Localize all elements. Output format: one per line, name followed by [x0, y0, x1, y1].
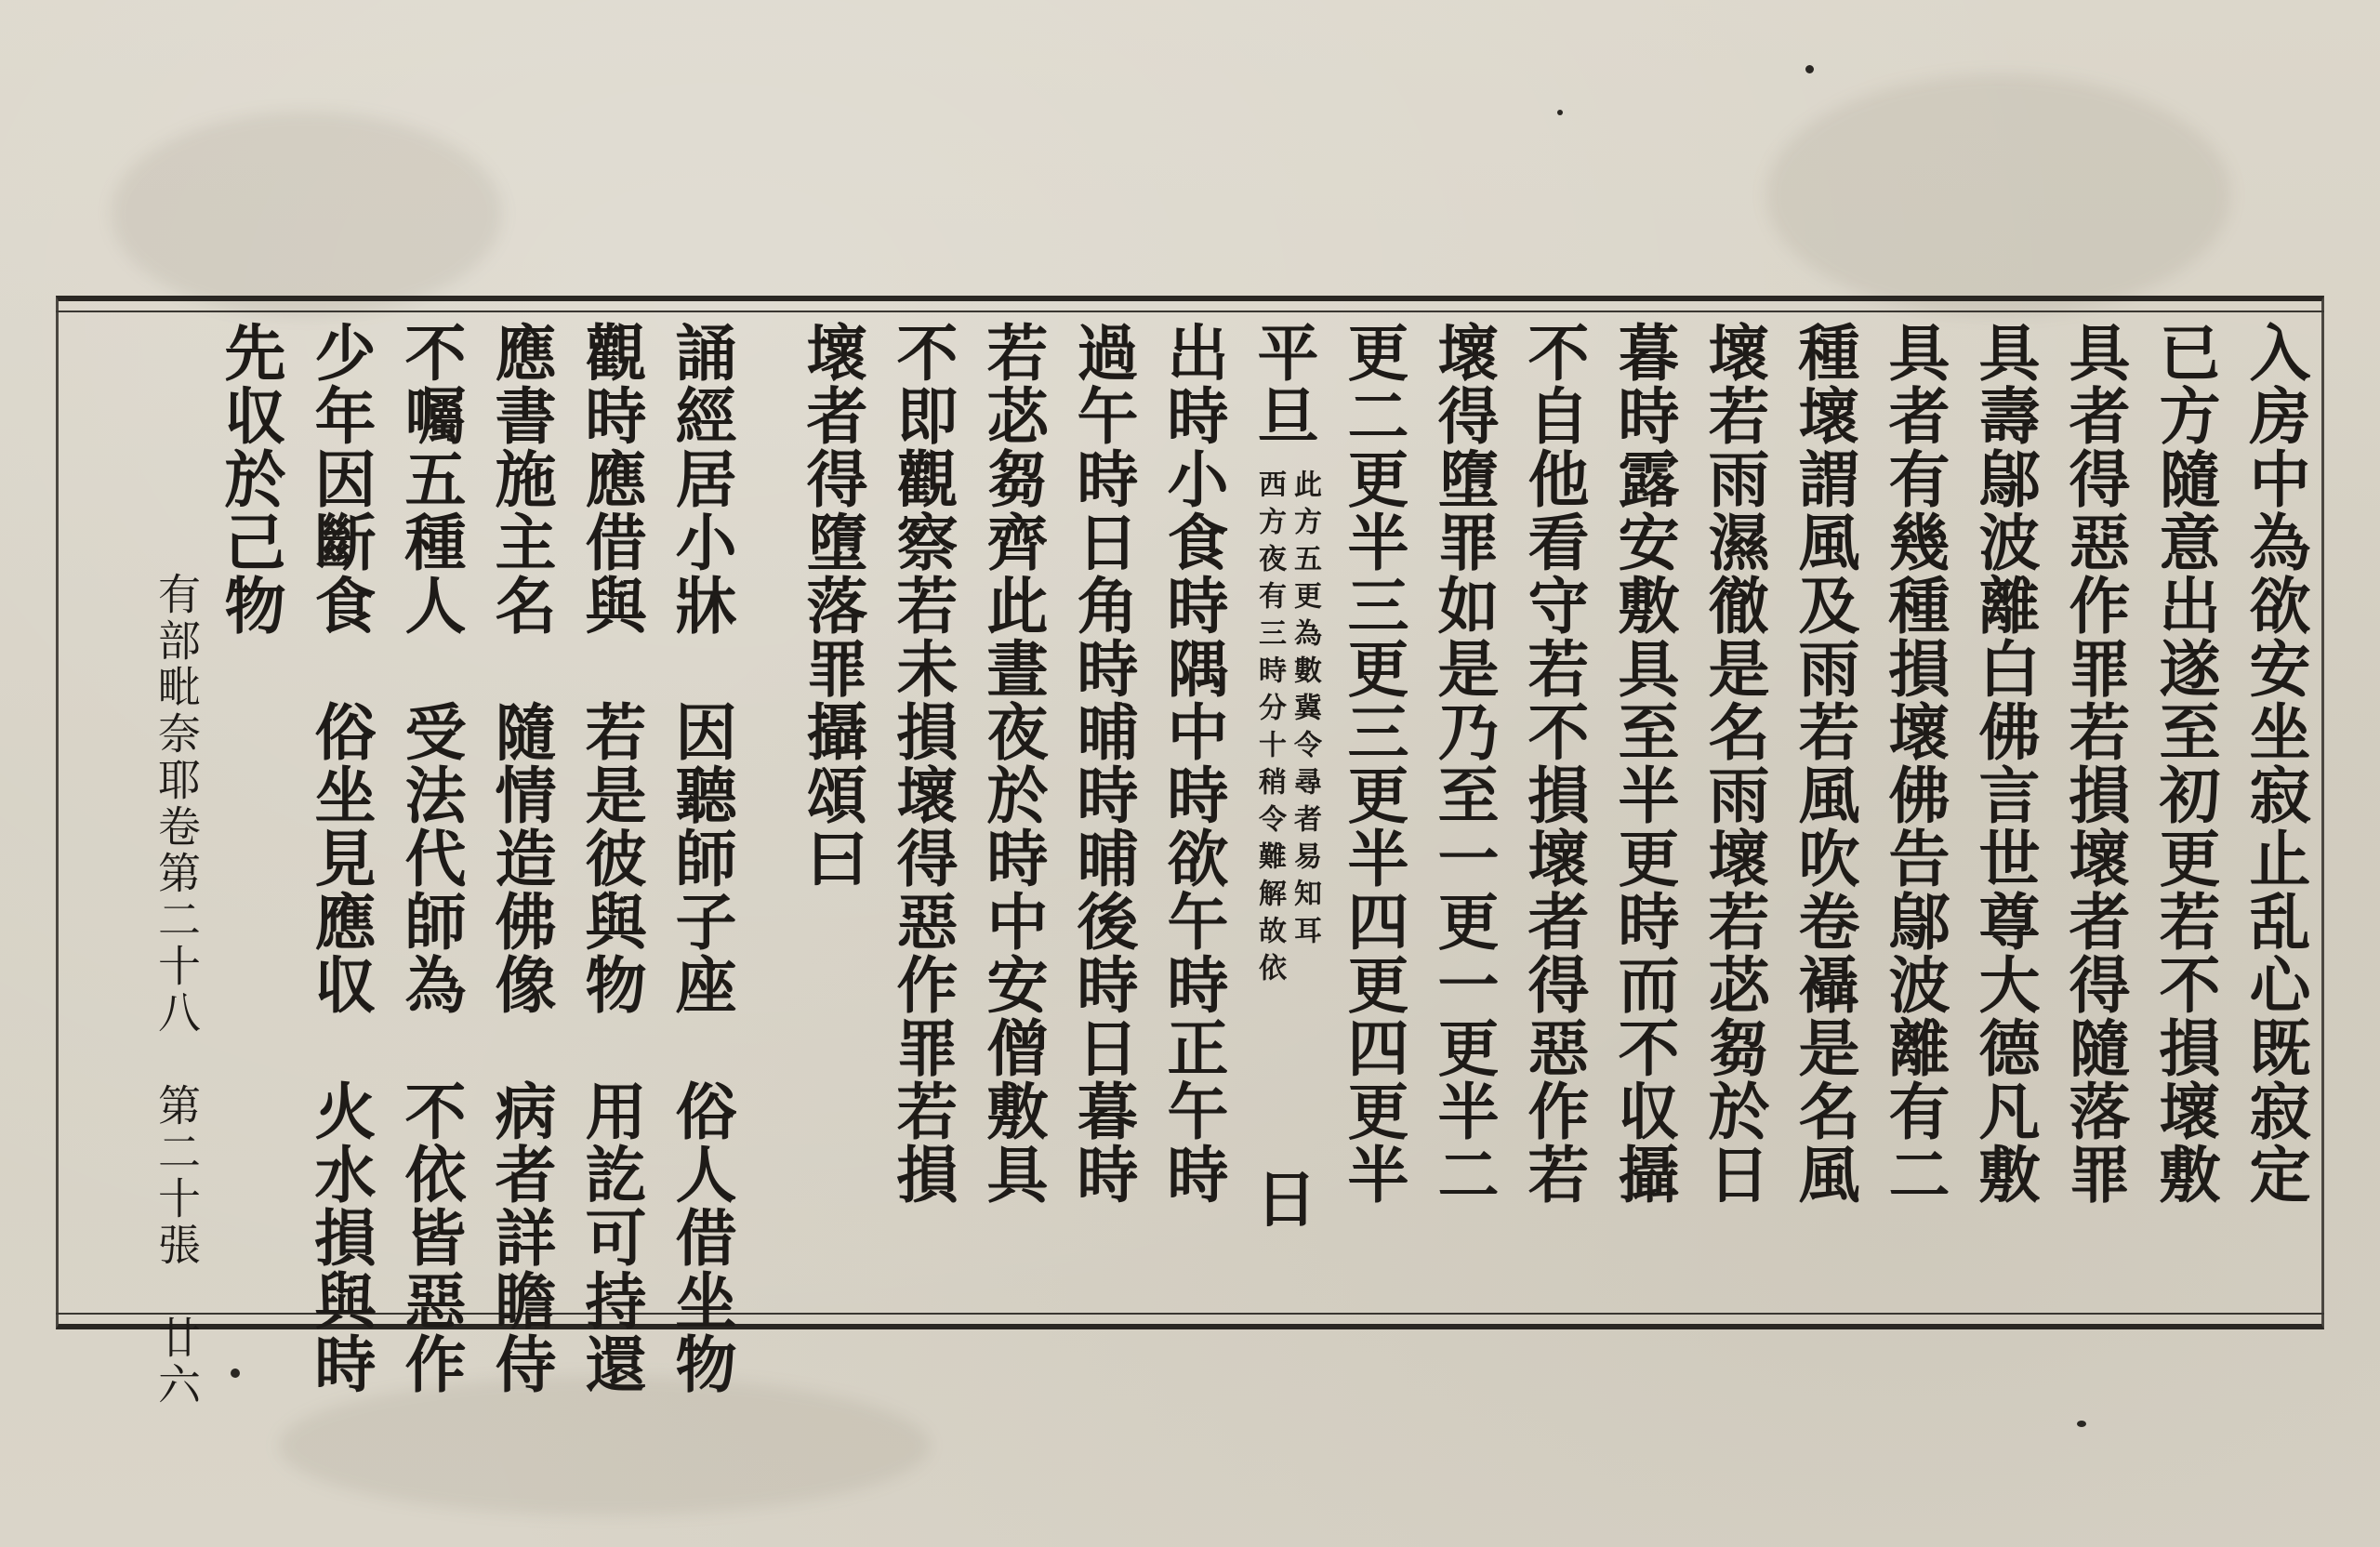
paper-stain: [279, 1376, 930, 1515]
verse-column-6: 先収於己物: [214, 321, 286, 637]
verse-column-2: 觀時應借與 若是彼與物 用訖可持還: [575, 321, 647, 1395]
colophon-folio: 廿六: [152, 1316, 202, 1408]
paper-stain: [1766, 74, 2231, 316]
note-column-head: 平旦: [1247, 321, 1319, 447]
text-column-10: 壞得墮罪如是乃至一更一更半二: [1427, 321, 1500, 1206]
text-column-1: 入房中為欲安坐寂止乱心既寂定: [2239, 321, 2311, 1206]
note-column-tail: 日: [1245, 1167, 1317, 1230]
column-gap: [746, 321, 787, 1306]
text-column-14: 過午時日角時晡時晡後時日暮時: [1066, 321, 1139, 1206]
ink-speck: [1805, 65, 1814, 73]
text-column-12-with-note: [1237, 321, 1328, 1306]
verse-column-5: 少年因斷食 俗坐見應収 火水損與時: [304, 321, 377, 1395]
ink-speck: [231, 1368, 240, 1378]
verse-column-4: 不囑五種人 受法代師為 不依皆惡作: [394, 321, 467, 1395]
verse-column-1: 誦經居小牀 因聽師子座 俗人借坐物: [665, 321, 737, 1395]
text-column-17: 壞者得墮落罪攝頌曰: [796, 321, 868, 890]
colophon-title: 有部毗奈耶卷第二十八: [152, 572, 202, 1037]
text-column-13: 出時小食時隅中時欲午時正午時: [1157, 321, 1229, 1206]
text-column-4: 具壽鄔波離白佛言世尊大德凡敷: [1968, 321, 2041, 1206]
ink-speck: [1557, 110, 1563, 115]
text-column-5: 具者有幾種損壞佛告鄔波離有二: [1878, 321, 1950, 1206]
text-column-15: 若苾芻齊此晝夜於時中安僧敷具: [976, 321, 1049, 1206]
interlinear-note-left: 此方五更為數冀令尋者易知耳: [1289, 469, 1321, 953]
text-body: [149, 321, 2320, 1408]
interlinear-note-right: 西方夜有三時分十稍令難解故依: [1253, 469, 1286, 990]
ink-speck: [2077, 1421, 2086, 1427]
text-column-6: 種壞謂風及雨若風吹卷襵是名風: [1788, 321, 1860, 1206]
colophon-column: [149, 321, 205, 1408]
text-column-11: 更二更半三更三更半四更四更半: [1337, 321, 1409, 1206]
text-column-7: 壞若雨濕徹是名雨壞若苾芻於日: [1698, 321, 1770, 1206]
text-column-3: 具者得惡作罪若損壞者得隨落罪: [2058, 321, 2131, 1206]
text-column-16: 不即觀察若未損壞得惡作罪若損: [886, 321, 959, 1206]
text-column-2: 已方隨意出遂至初更若不損壞敷: [2149, 321, 2221, 1206]
text-column-9: 不自他看守若不損壞者得惡作若: [1517, 321, 1590, 1206]
paper-stain: [112, 112, 502, 316]
verse-column-3: 應書施主名 隨情造佛像 病者詳瞻侍: [484, 321, 557, 1395]
colophon-sheet: 第二十張: [152, 1083, 202, 1269]
text-column-8: 暮時露安敷具至半更時而不収攝: [1607, 321, 1680, 1206]
